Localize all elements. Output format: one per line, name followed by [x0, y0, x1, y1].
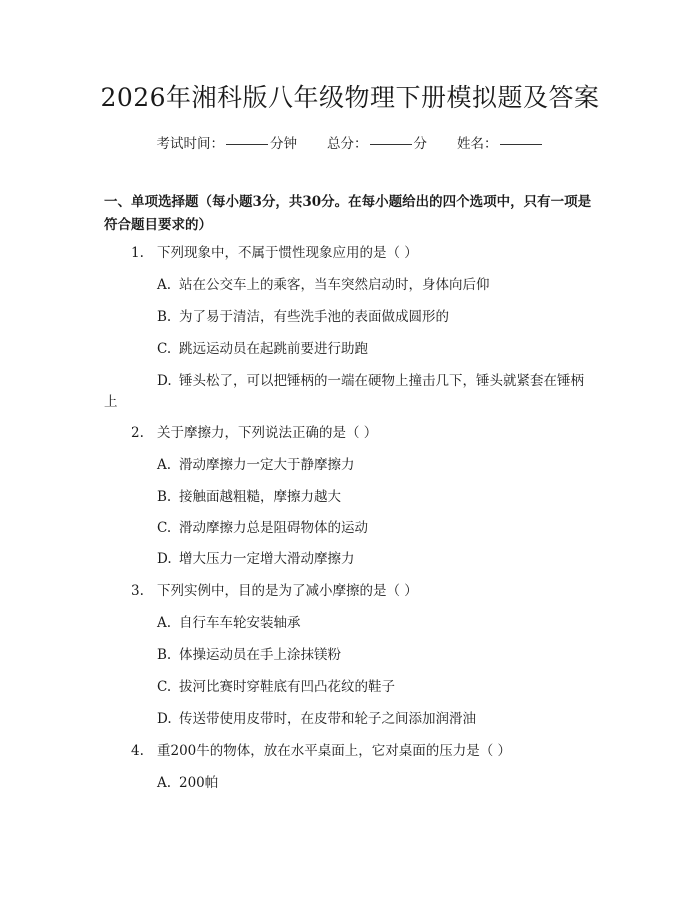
- question-1: [131, 244, 418, 262]
- question-4-option-a: [157, 774, 218, 792]
- exam-time-label: 考试时间：: [156, 136, 224, 152]
- total-score-unit: 分: [413, 136, 427, 152]
- option-letter: B.: [157, 647, 172, 663]
- question-number: 3.: [131, 583, 144, 599]
- option-text: 增大压力一定增大滑动摩擦力: [179, 551, 355, 567]
- option-text: 滑动摩擦力总是阻碍物体的运动: [179, 520, 368, 536]
- question-text: 下列实例中，目的是为了减小摩擦的是（ ）: [157, 583, 418, 599]
- question-1-option-a: [157, 276, 490, 294]
- question-1-option-c: [157, 340, 368, 358]
- option-letter: B.: [157, 489, 172, 505]
- option-text: 滑动摩擦力一定大于静摩擦力: [179, 457, 355, 473]
- exam-time-unit: 分钟: [270, 136, 297, 152]
- student-name-blank[interactable]: [500, 144, 542, 145]
- question-2-option-c: [157, 519, 368, 537]
- exam-info-line: [0, 132, 700, 152]
- question-1-option-b: [157, 308, 449, 326]
- option-text: 体操运动员在手上涂抹镁粉: [179, 647, 341, 663]
- option-letter: A.: [157, 615, 172, 631]
- question-3: [131, 582, 418, 600]
- option-text: 接触面越粗糙，摩擦力越大: [179, 489, 341, 505]
- question-2-option-b: [157, 488, 341, 506]
- option-text: 为了易于清洁，有些洗手池的表面做成圆形的: [179, 309, 449, 325]
- total-score-blank[interactable]: [370, 144, 412, 145]
- student-name-field: [457, 132, 544, 152]
- question-1-option-d: [157, 372, 584, 390]
- option-letter: A.: [157, 775, 172, 791]
- question-1-option-d-wrap: 上: [104, 394, 118, 410]
- question-number: 1.: [131, 245, 144, 261]
- exam-time-blank[interactable]: [226, 144, 268, 145]
- option-text: 锤头松了，可以把锤柄的一端在硬物上撞击几下，锤头就紧套在锤柄: [179, 373, 584, 389]
- option-letter: D.: [157, 551, 172, 567]
- option-letter: C.: [157, 341, 172, 357]
- option-letter: A.: [157, 277, 172, 293]
- question-2: [131, 424, 377, 442]
- question-text: 关于摩擦力，下列说法正确的是（ ）: [157, 425, 378, 441]
- option-text: 拔河比赛时穿鞋底有凹凸花纹的鞋子: [179, 679, 395, 695]
- question-4: [131, 742, 511, 760]
- question-number: 4.: [131, 743, 144, 759]
- question-2-option-d: [157, 550, 355, 568]
- option-letter: D.: [157, 711, 172, 727]
- option-letter: A.: [157, 457, 172, 473]
- question-3-option-d: [157, 710, 476, 728]
- question-2-option-a: [157, 456, 355, 474]
- option-text: 自行车车轮安装轴承: [179, 615, 301, 631]
- option-letter: C.: [157, 679, 172, 695]
- option-text: 站在公交车上的乘客，当车突然启动时，身体向后仰: [179, 277, 490, 293]
- option-letter: C.: [157, 520, 172, 536]
- option-text: 传送带使用皮带时，在皮带和轮子之间添加润滑油: [179, 711, 476, 727]
- option-text: 跳远运动员在起跳前要进行助跑: [179, 341, 368, 357]
- student-name-label: 姓名：: [457, 136, 498, 152]
- option-letter: B.: [157, 309, 172, 325]
- total-score-label: 总分：: [327, 136, 368, 152]
- total-score-field: [327, 132, 427, 152]
- question-number: 2.: [131, 425, 144, 441]
- question-3-option-b: [157, 646, 341, 664]
- question-3-option-a: [157, 614, 301, 632]
- question-text: 下列现象中，不属于惯性现象应用的是（ ）: [157, 245, 418, 261]
- option-letter: D.: [157, 373, 172, 389]
- page-title: 2026年湘科版八年级物理下册模拟题及答案: [100, 83, 600, 112]
- question-text: 重200牛的物体，放在水平桌面上，它对桌面的压力是（ ）: [157, 743, 512, 759]
- section-heading: 一、单项选择题（每小题3分，共30分。在每小题给出的四个选项中，只有一项是符合题目要求的）: [104, 194, 592, 233]
- option-text: 200帕: [179, 775, 219, 791]
- question-3-option-c: [157, 678, 395, 696]
- exam-time-field: [157, 132, 298, 152]
